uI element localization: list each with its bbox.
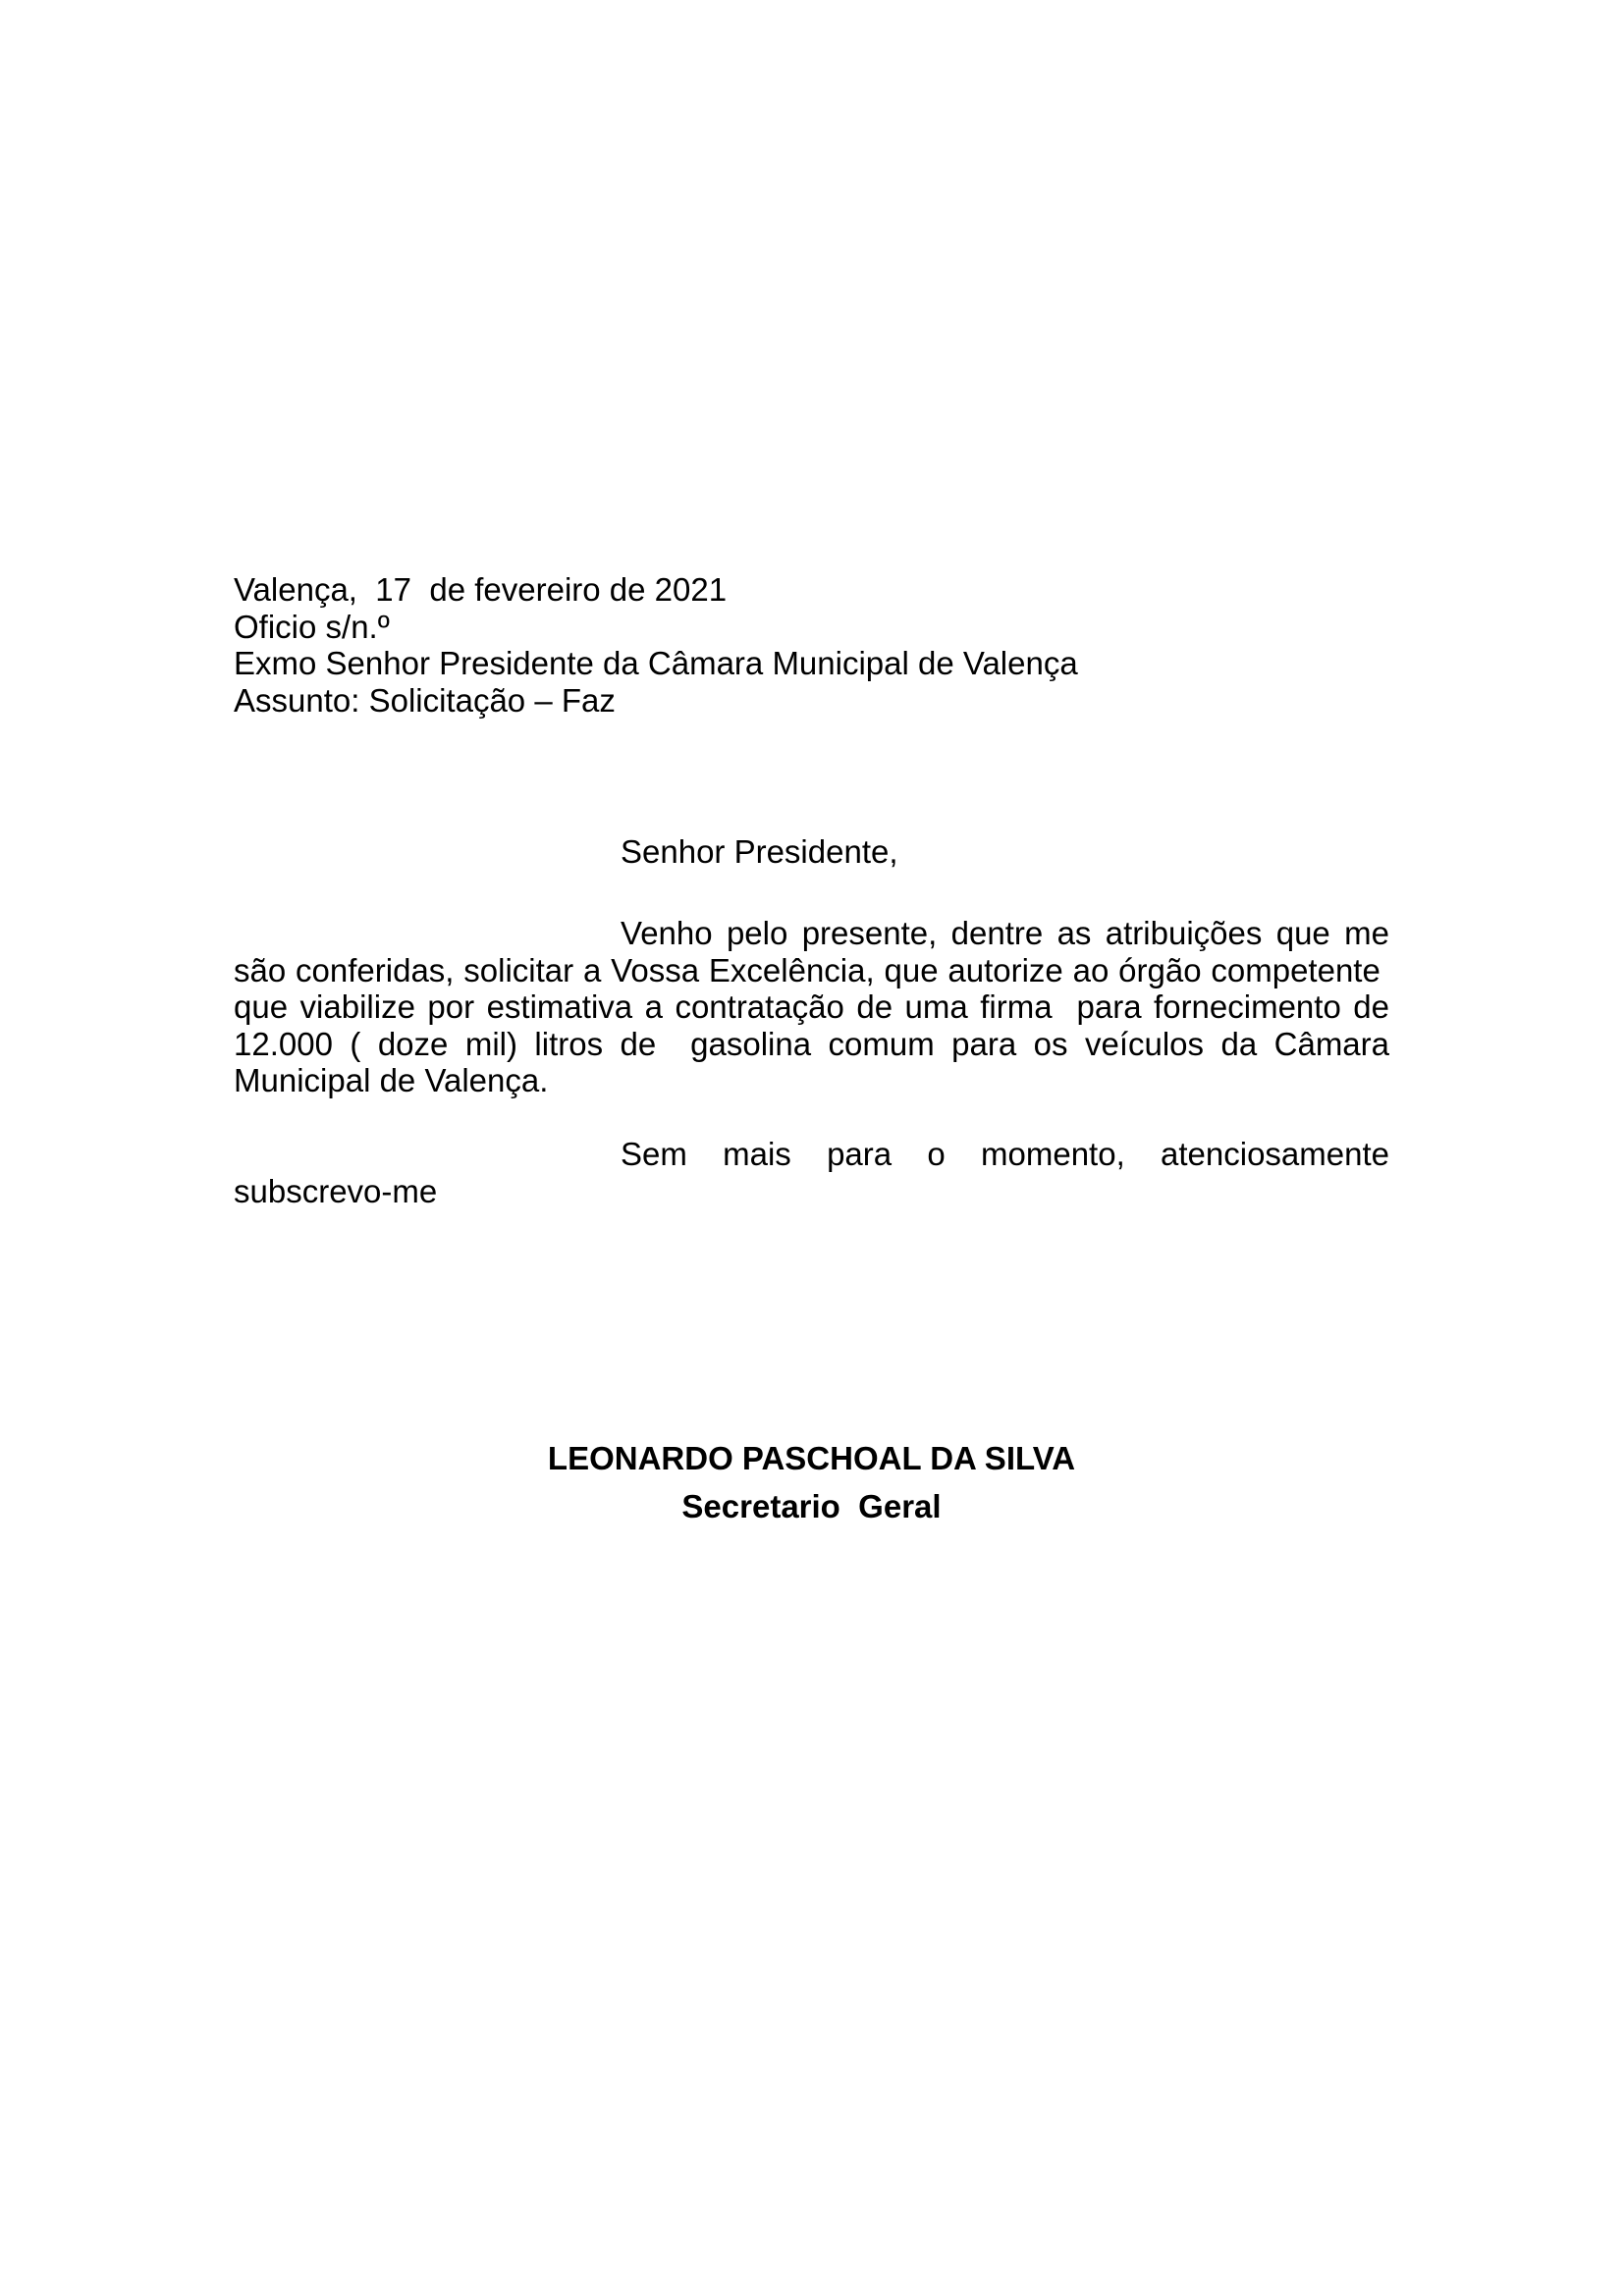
signatory-title: Secretario Geral	[681, 1488, 942, 1524]
letter-reference-line: Oficio s/n.º	[234, 608, 390, 645]
letter-body-paragraph-1: Venho pelo presente, dentre as atribuições que me são conferidas, solicitar a Vossa Excelência, que autorize ao órgão competente que viabilize por estimativa a contratação de uma firma para fornecimento de 12.000 ( doze mil) litros de gasolina comum para os veículos da Câmara Municipal de Valença.	[234, 915, 1389, 1099]
letter-body-paragraph-2: Sem mais para o momento, atenciosamente subscrevo-me	[234, 1136, 1389, 1209]
letter-header	[234, 571, 1389, 719]
signature-block	[234, 1434, 1389, 1530]
letter-addressee-line: Exmo Senhor Presidente da Câmara Municipal de Valença	[234, 645, 1078, 682]
letter-subject-line: Assunto: Solicitação – Faz	[234, 681, 616, 719]
letter-salutation: Senhor Presidente,	[621, 833, 898, 870]
letter-date-line: Valença, 17 de fevereiro de 2021	[234, 571, 728, 608]
signatory-name: LEONARDO PASCHOAL DA SILVA	[547, 1440, 1076, 1476]
